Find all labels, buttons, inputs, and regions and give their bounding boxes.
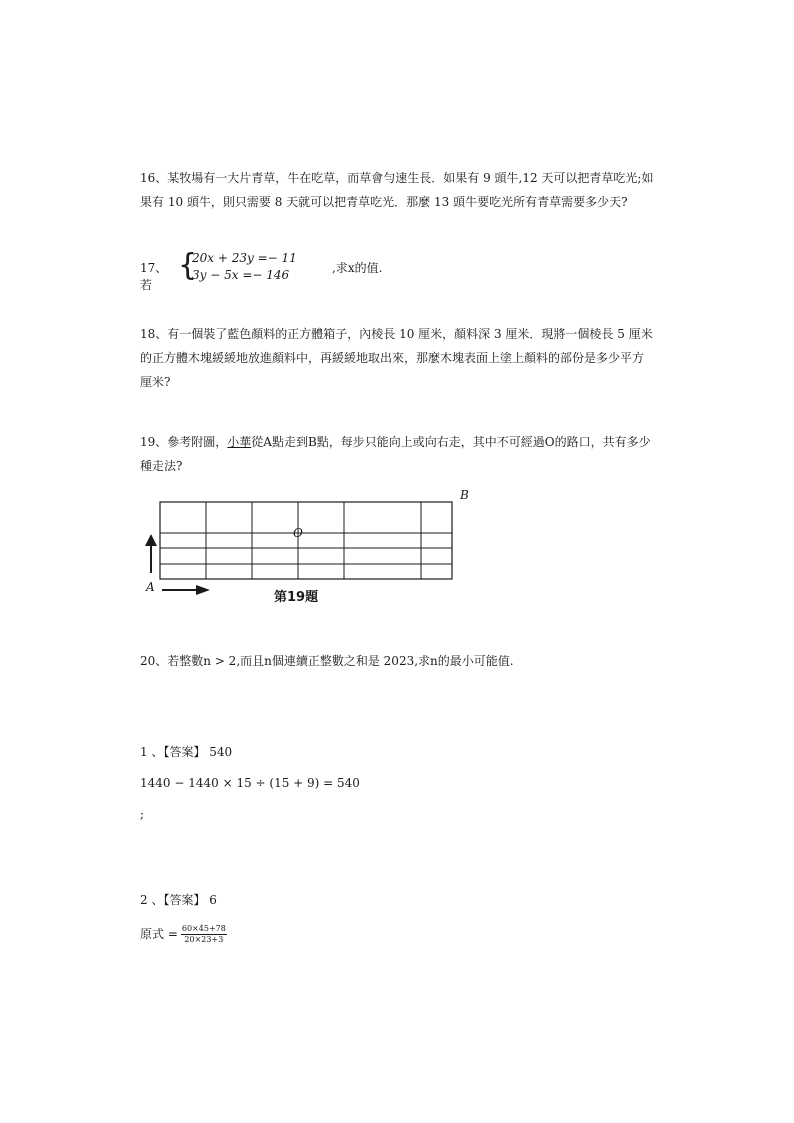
left-brace-icon: { [178,248,198,283]
figure-caption: 第19題 [274,590,319,605]
answer-2-formula [140,924,227,945]
q19-line-2: 種走法? [140,459,183,473]
point-b-label: B [460,488,469,502]
point-o-label: O [293,526,303,540]
q19-line-1 [140,434,651,450]
answer-2-prefix: 原式 = [140,927,178,941]
q20-text: 20、若整數n > 2,而且n個連續正整數之和是 2023,求n的最小可能值. [140,654,514,668]
q19-rest: 從A點走到B點，每步只能向上或向右走，其中不可經過O的路口，共有多少 [251,435,651,449]
up-arrow-head-icon [145,534,157,546]
grid-outline [160,502,452,579]
q17-number: 17、若 [140,261,168,292]
answer-1-formula: 1440 − 1440 × 15 ÷ (15 + 9) = 540 [140,776,360,790]
answer-1-semicolon: ; [140,807,145,821]
point-a-label: A [146,580,155,594]
q17-equation-2: 3y − 5x =− 146 [192,268,290,282]
right-arrow-head-icon [196,585,210,595]
q18-line-3: 厘米? [140,375,171,389]
answer-2-title: 2 、【答案】 6 [140,893,217,907]
answer-2-fraction [181,924,227,945]
q18-line-2: 的正方體木塊緩緩地放進顏料中，再緩緩地取出來，那麼木塊表面上塗上顏料的部份是多少平方 [140,351,645,365]
q19-grid-figure [140,488,480,606]
fraction-denominator: 20×23+3 [184,935,224,944]
fraction-numerator: 60×45+78 [181,924,226,933]
answer-1-title: 1 、【答案】 540 [140,745,233,759]
q19-name: 小華 [227,435,252,449]
q16-line-2: 果有 10 頭牛，則只需要 8 天就可以把青草吃光．那麼 13 頭牛要吃光所有青草需要多少天? [140,195,628,209]
q16-line-1: 16、某牧場有一大片青草，牛在吃草，而草會勻速生長．如果有 9 頭牛,12 天可以把青草吃光;如 [140,171,654,185]
q18-line-1: 18、有一個裝了藍色顏料的正方體箱子，內棱長 10 厘米，顏料深 3 厘米．現將一個棱長 5 厘米 [140,327,653,341]
q17-tail: ,求x的值. [332,261,383,275]
q17-equation-1: 20x + 23y =− 11 [192,251,297,265]
q19-prefix: 19、參考附圖， [140,435,228,449]
